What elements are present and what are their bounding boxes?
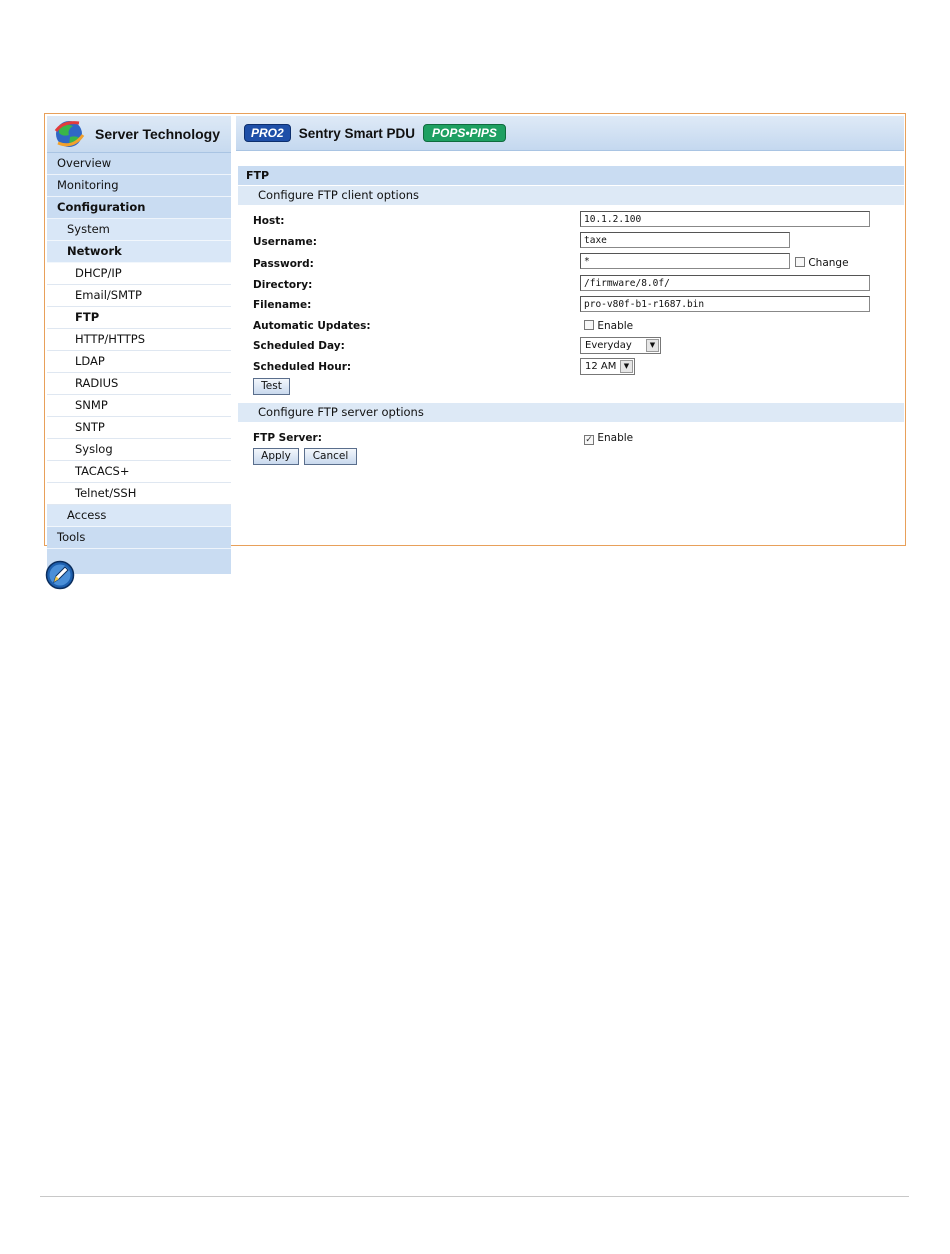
nav-access[interactable]: Access — [47, 505, 231, 527]
cancel-button[interactable]: Cancel — [304, 448, 357, 465]
auto-updates-checkbox[interactable] — [584, 320, 594, 330]
scheduled-hour-select[interactable] — [580, 358, 635, 375]
auto-updates-toggle[interactable] — [584, 320, 633, 332]
username-input[interactable]: taxe — [580, 232, 790, 248]
brand-header — [47, 116, 231, 153]
auto-updates-enable-label: Enable — [597, 320, 634, 332]
ftp-server-label: FTP Server: — [253, 432, 322, 444]
nav-tacacs[interactable]: TACACS+ — [47, 461, 231, 483]
client-options-subtitle: Configure FTP client options — [238, 186, 904, 205]
pops-pips-badge: POPS•PIPS — [423, 124, 506, 142]
scheduled-hour-value: 12 AM — [585, 361, 617, 372]
sidebar — [47, 116, 231, 544]
host-label: Host: — [253, 215, 285, 227]
nav-tools[interactable]: Tools — [47, 527, 231, 549]
nav-ftp[interactable]: FTP — [47, 307, 231, 329]
ftp-server-toggle[interactable] — [584, 432, 633, 445]
scheduled-day-label: Scheduled Day: — [253, 340, 345, 352]
footer-rule — [40, 1196, 909, 1197]
nav-overview[interactable]: Overview — [47, 153, 231, 175]
ftp-server-enable-label: Enable — [597, 432, 634, 444]
nav-syslog[interactable]: Syslog — [47, 439, 231, 461]
nav-http-https[interactable]: HTTP/HTTPS — [47, 329, 231, 351]
brand-name: Server Technology — [95, 126, 221, 142]
directory-label: Directory: — [253, 279, 313, 291]
nav-network[interactable]: Network — [47, 241, 231, 263]
server-options-subtitle: Configure FTP server options — [238, 403, 904, 422]
checkbox-checked-icon[interactable]: ✓ — [585, 435, 593, 445]
nav-system[interactable]: System — [47, 219, 231, 241]
nav-email-smtp[interactable]: Email/SMTP — [47, 285, 231, 307]
product-header — [236, 116, 904, 151]
globe-logo-icon — [53, 119, 85, 149]
password-label: Password: — [253, 258, 314, 270]
nav-telnet-ssh[interactable]: Telnet/SSH — [47, 483, 231, 505]
change-password-checkbox[interactable] — [795, 257, 805, 267]
scheduled-hour-label: Scheduled Hour: — [253, 361, 352, 373]
pro2-badge: PRO2 — [244, 124, 291, 142]
test-button[interactable]: Test — [253, 378, 290, 395]
nav-monitoring[interactable]: Monitoring — [47, 175, 231, 197]
scheduled-day-select[interactable] — [580, 337, 661, 354]
change-password-label: Change — [808, 257, 849, 269]
filename-label: Filename: — [253, 299, 312, 311]
host-input[interactable]: 10.1.2.100 — [580, 211, 870, 227]
apply-button[interactable]: Apply — [253, 448, 299, 465]
password-input[interactable]: * — [580, 253, 790, 269]
main-panel — [236, 116, 904, 544]
username-label: Username: — [253, 236, 317, 248]
filename-input[interactable]: pro-v80f-b1-r1687.bin — [580, 296, 870, 312]
note-pencil-icon — [45, 560, 75, 590]
nav-dhcp-ip[interactable]: DHCP/IP — [47, 263, 231, 285]
dropdown-arrow-icon[interactable]: ▼ — [646, 339, 659, 352]
app-window — [44, 113, 906, 546]
directory-input[interactable]: /firmware/8.0f/ — [580, 275, 870, 291]
auto-updates-label: Automatic Updates: — [253, 320, 371, 332]
dropdown-arrow-icon[interactable]: ▼ — [620, 360, 633, 373]
nav-configuration[interactable]: Configuration — [47, 197, 231, 219]
product-title: Sentry Smart PDU — [298, 125, 415, 141]
section-title: FTP — [238, 166, 904, 185]
nav-radius[interactable]: RADIUS — [47, 373, 231, 395]
nav-ldap[interactable]: LDAP — [47, 351, 231, 373]
change-password-toggle[interactable] — [795, 257, 849, 269]
scheduled-day-value: Everyday — [585, 340, 632, 351]
nav-sntp[interactable]: SNTP — [47, 417, 231, 439]
nav-snmp[interactable]: SNMP — [47, 395, 231, 417]
